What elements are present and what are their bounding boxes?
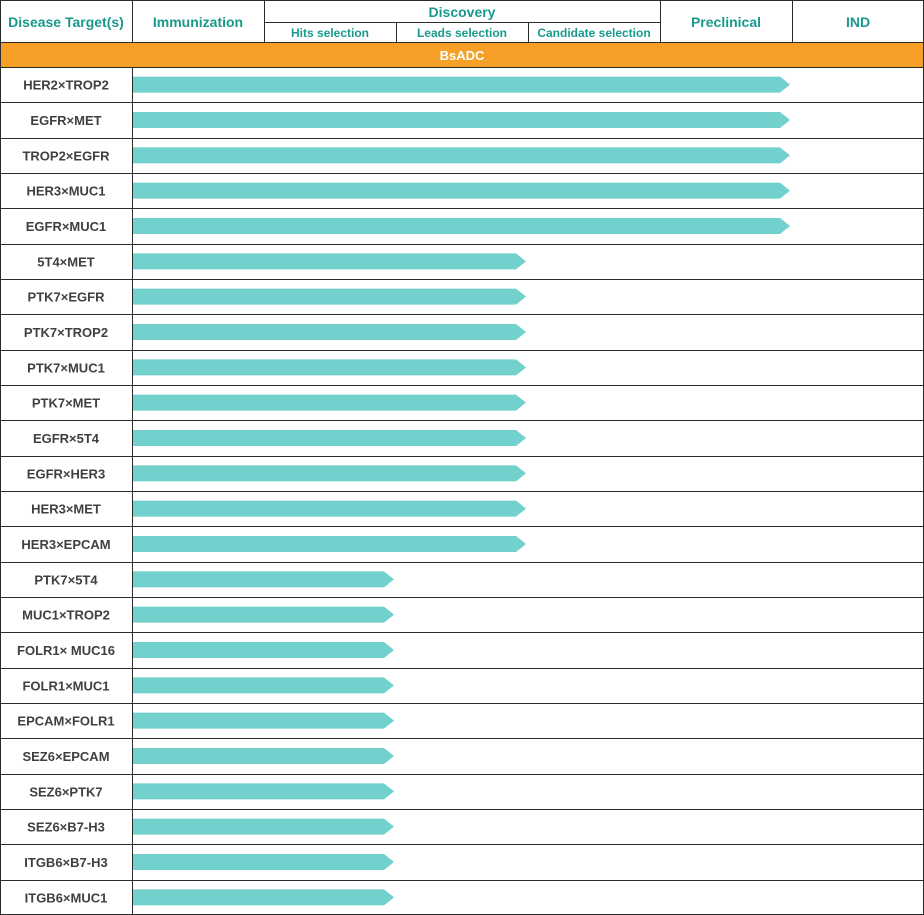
progress-arrow [133, 783, 394, 799]
disease-target-label: SEZ6×EPCAM [22, 748, 110, 764]
table-border [1, 1, 924, 915]
progress-arrow [133, 854, 394, 870]
progress-arrow [133, 183, 790, 199]
program-row [0, 315, 924, 340]
progress-arrow [133, 607, 394, 623]
progress-arrow [133, 713, 394, 729]
disease-target-label: MUC1×TROP2 [22, 607, 110, 623]
program-row [0, 174, 924, 199]
header-hits-selection: Hits selection [290, 26, 370, 40]
progress-arrow [133, 889, 394, 905]
program-row [0, 633, 924, 658]
disease-target-label: PTK7×MUC1 [27, 360, 105, 376]
program-row [0, 457, 924, 482]
disease-target-label: EGFR×MET [30, 112, 102, 128]
program-row [0, 598, 924, 623]
program-row [0, 881, 924, 906]
disease-target-label: EGFR×MUC1 [25, 218, 107, 234]
disease-target-label: ITGB6×B7-H3 [24, 854, 108, 870]
progress-arrow [133, 642, 394, 658]
progress-arrow [133, 819, 394, 835]
program-row [0, 527, 924, 552]
disease-target-label: PTK7×MET [31, 395, 101, 411]
disease-target-label: PTK7×EGFR [27, 289, 105, 305]
program-row [0, 386, 924, 411]
disease-target-label: ITGB6×MUC1 [24, 890, 108, 906]
header-preclinical: Preclinical [690, 14, 762, 30]
progress-arrow [133, 218, 790, 234]
progress-arrow [133, 677, 394, 693]
disease-target-label: 5T4×MET [37, 254, 95, 270]
header-candidate-selection: Candidate selection [537, 26, 651, 40]
progress-arrow [133, 395, 526, 411]
disease-target-label: HER2×TROP2 [23, 77, 109, 93]
header-disease-targets: Disease Target(s) [8, 14, 124, 30]
progress-arrow [133, 536, 526, 552]
program-row [0, 139, 924, 164]
progress-arrow [133, 253, 526, 269]
program-row [0, 351, 924, 376]
disease-target-label: EGFR×5T4 [32, 430, 100, 446]
progress-arrow [133, 465, 526, 481]
program-row [0, 669, 924, 694]
program-row [0, 280, 924, 305]
section-banner-label: BsADC [439, 48, 485, 63]
program-row [0, 209, 924, 234]
disease-target-label: SEZ6×B7-H3 [27, 819, 105, 835]
disease-target-label: PTK7×5T4 [34, 572, 98, 588]
disease-target-label: HER3×MET [31, 501, 101, 517]
program-row [0, 421, 924, 446]
program-row [0, 775, 924, 800]
progress-arrow [133, 147, 790, 163]
progress-arrow [133, 501, 526, 517]
disease-target-label: FOLR1× MUC16 [17, 642, 115, 658]
disease-target-label: EPCAM×FOLR1 [17, 713, 115, 729]
progress-arrow [133, 112, 790, 128]
progress-arrow [133, 359, 526, 375]
program-row [0, 810, 924, 835]
header-leads-selection: Leads selection [416, 26, 508, 40]
program-row [0, 704, 924, 729]
header-discovery: Discovery [428, 4, 496, 20]
program-row [0, 563, 924, 588]
header-ind: IND [845, 14, 871, 30]
program-row [0, 492, 924, 517]
program-row [0, 739, 924, 764]
disease-target-label: TROP2×EGFR [22, 148, 110, 164]
program-row [0, 245, 924, 270]
program-row [0, 845, 924, 870]
program-row [0, 103, 924, 128]
disease-target-label: HER3×EPCAM [21, 536, 111, 552]
progress-arrow [133, 77, 790, 93]
header-immunization: Immunization [152, 14, 244, 30]
progress-arrow [133, 430, 526, 446]
disease-target-label: HER3×MUC1 [26, 183, 106, 199]
disease-target-label: EGFR×HER3 [26, 466, 106, 482]
progress-arrow [133, 289, 526, 305]
progress-arrow [133, 324, 526, 340]
program-rows [0, 68, 924, 906]
disease-target-label: FOLR1×MUC1 [22, 678, 110, 694]
program-row [0, 68, 924, 93]
progress-arrow [133, 571, 394, 587]
progress-arrow [133, 748, 394, 764]
disease-target-label: PTK7×TROP2 [23, 324, 109, 340]
disease-target-label: SEZ6×PTK7 [29, 784, 103, 800]
